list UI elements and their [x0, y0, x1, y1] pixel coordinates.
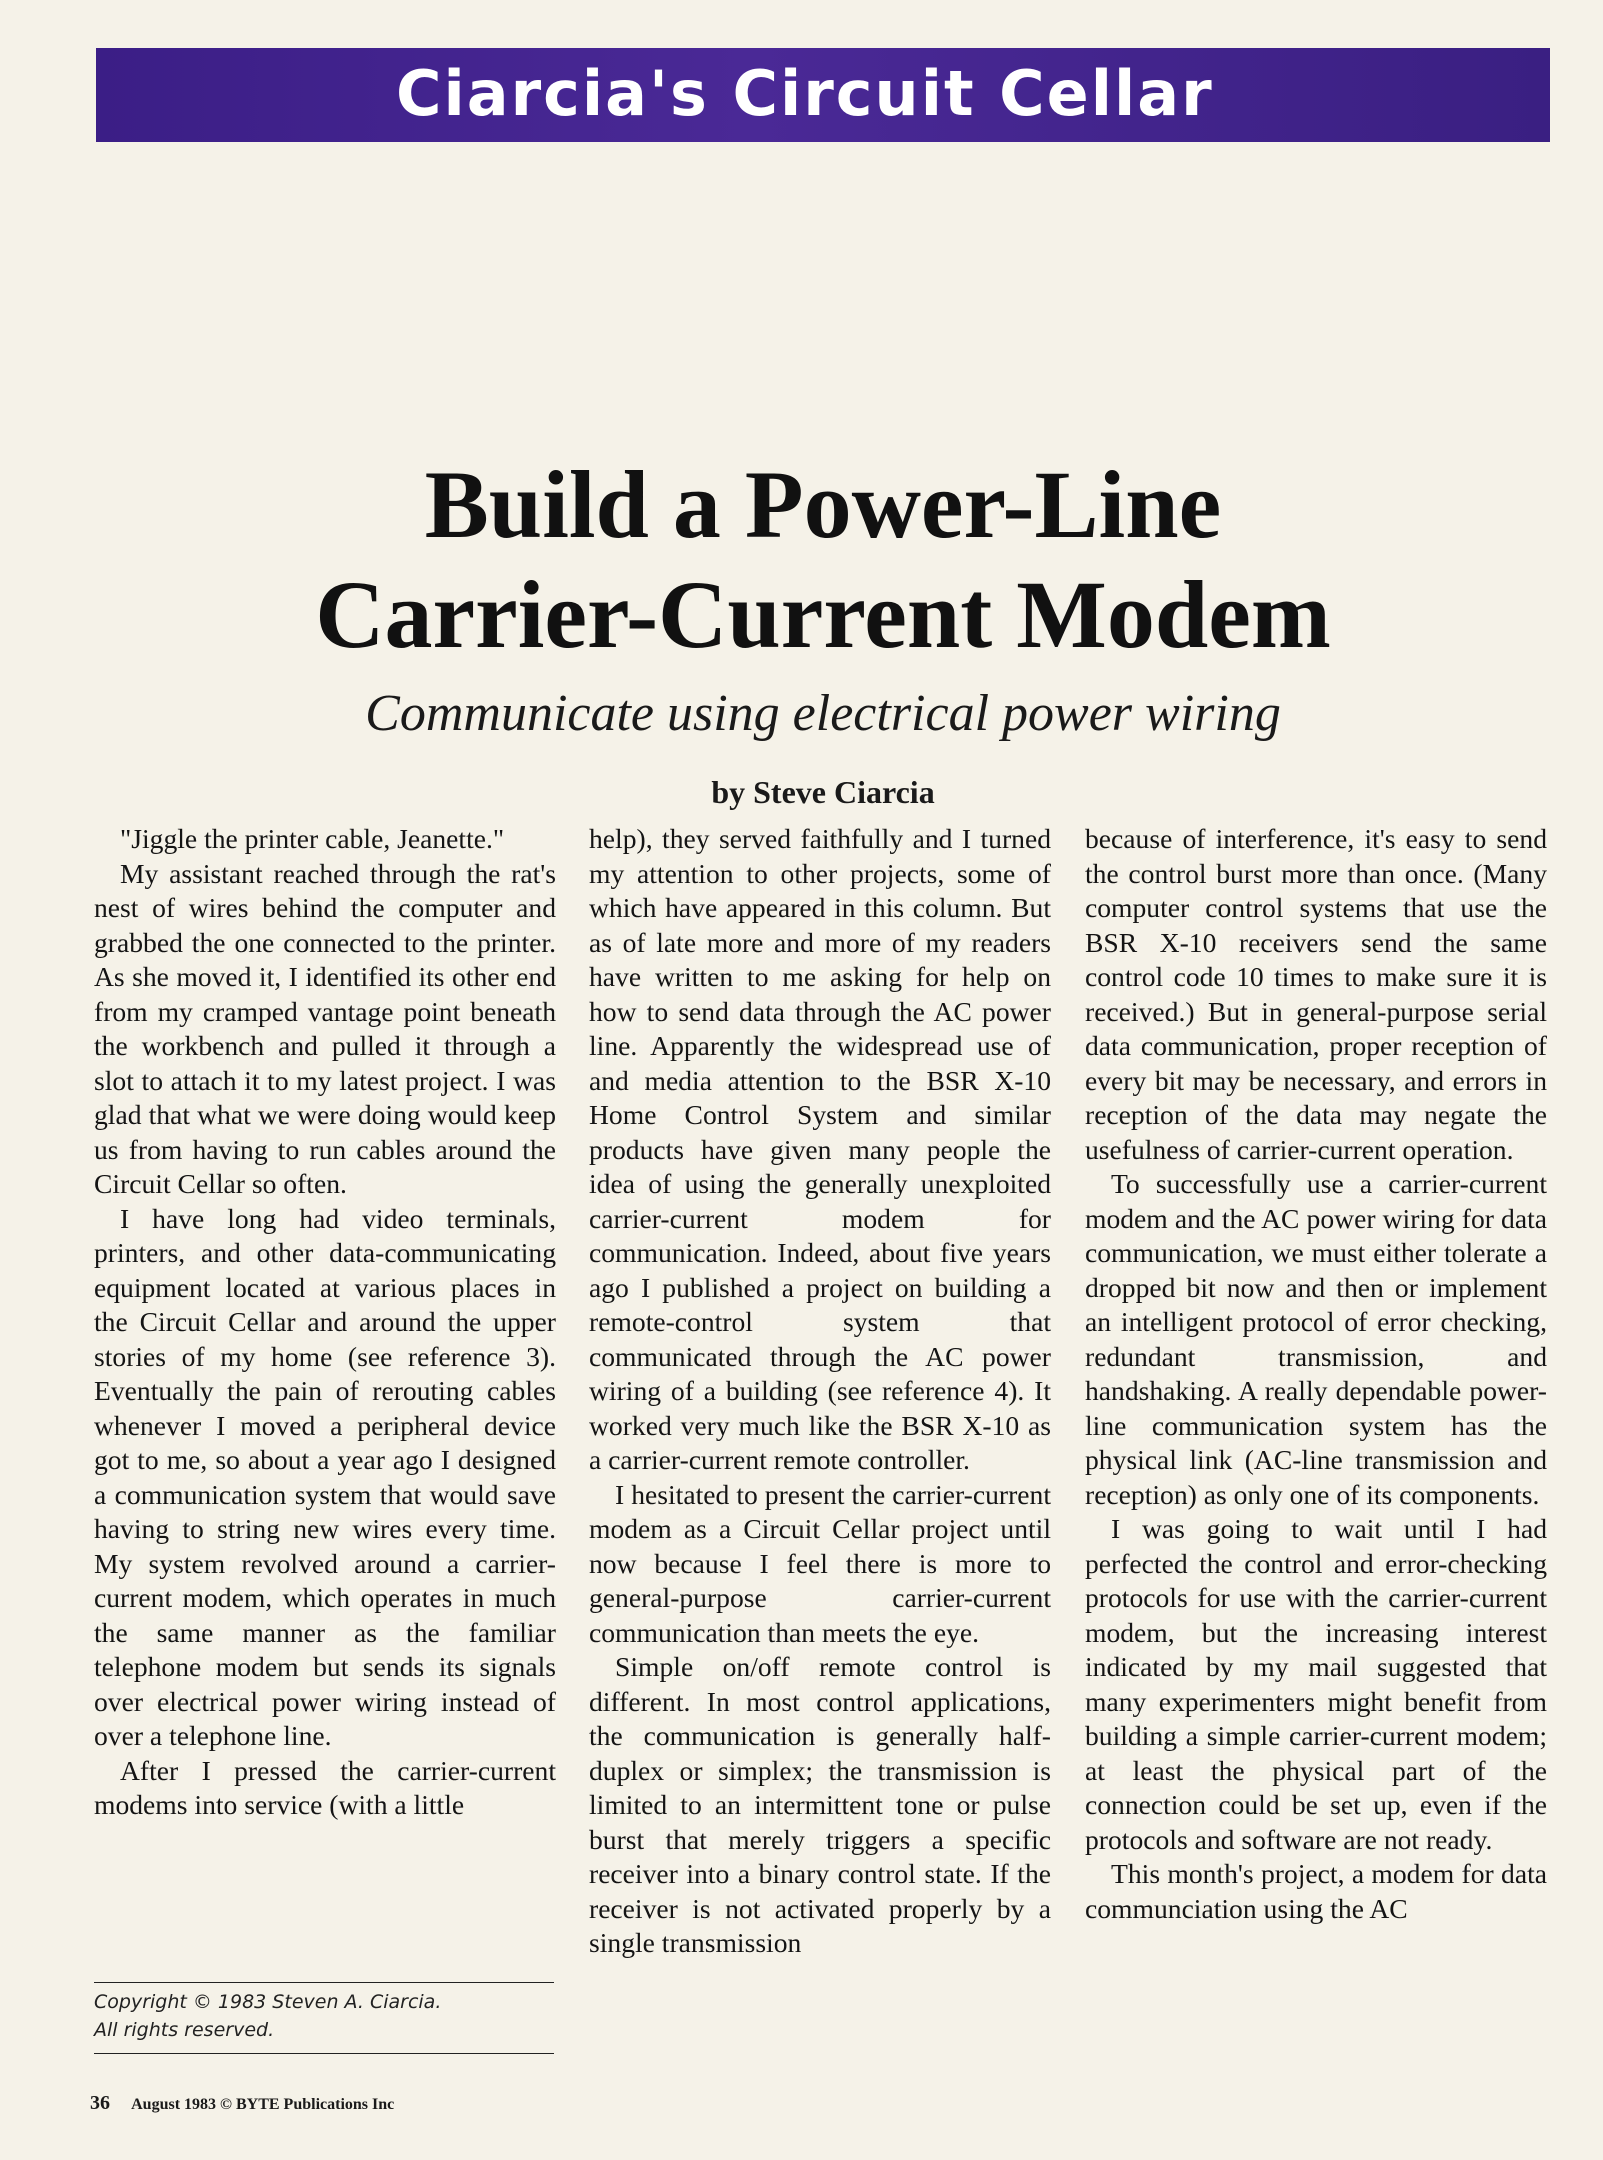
headline-line-1: Build a Power-Line — [424, 451, 1222, 558]
copyright-line-1: Copyright © 1983 Steven A. Ciarcia. — [94, 1991, 442, 2013]
copyright-line-2: All rights reserved. — [94, 2019, 275, 2041]
section-title: Ciarcia's Circuit Cellar — [396, 57, 1214, 130]
paragraph: because of interference, it's easy to send the control burst more than once. (Many computer control systems that use the BSR X-10 receivers send the same control code 10 times to make sure it is received.) But in general-purpose serial data communication, proper reception of every bit may be necessary, and errors in reception of the data may negate the usefulness of carrier-current operation. — [1085, 823, 1547, 1165]
article-subtitle: Communicate using electrical power wiring — [365, 685, 1281, 742]
section-banner — [96, 48, 1550, 142]
article-byline: by Steve Ciarcia — [711, 774, 935, 810]
issue-info: August 1983 © BYTE Publications Inc — [131, 2096, 395, 2113]
headline-line-2: Carrier-Current Modem — [315, 561, 1331, 668]
paragraph: After I pressed the carrier-current modems into service (with a little — [94, 1754, 556, 1820]
paragraph: I was going to wait until I had perfected the control and error-checking protocols for use with the carrier-current modem, but the increasing interest indicated by my mail suggested that many experimenters might benefit from building a simple carrier-current modem; at least the physical part of the connection could be set up, even if the protocols and software are not ready. — [1085, 1513, 1547, 1855]
paragraph: Simple on/off remote control is different. In most control applications, the communication is generally half-duplex or simplex; the transmission is limited to an intermittent tone or pulse burst that merely triggers a specific receiver into a binary control state. If the receiver is not activated properly by a single transmission — [589, 1651, 1051, 1958]
text-column-2 — [589, 822, 1051, 1961]
page-number: 36 — [90, 2092, 110, 2114]
paragraph: I have long had video terminals, printers, and other data-communicating equipment located at various places in the Circuit Cellar and around the upper stories of my home (see reference 3). Eventually the pain of rerouting cables whenever I moved a peripheral device got to me, so about a year ago I designed a communication system that would save having to string new wires every time. My system revolved around a carrier-current modem, which operates in much the same manner as the familiar telephone modem but sends its signals over electrical power wiring instead of over a telephone line. — [94, 1202, 556, 1751]
copyright-notice — [94, 1988, 554, 2044]
copyright-divider-top — [94, 1982, 554, 1983]
text-column-3 — [1085, 822, 1547, 1926]
copyright-divider-bottom — [94, 2053, 554, 2054]
paragraph: To successfully use a carrier-current modem and the AC power wiring for data communication, we must either tolerate a dropped bit now and then or implement an intelligent protocol of error checking, redundant transmission, and handshaking. A really dependable power-line communication system has the physical link (AC-line transmission and reception) as only one of its components. — [1085, 1168, 1547, 1510]
paragraph: help), they served faithfully and I turned my attention to other projects, some of which have appeared in this column. But as of late more and more of my readers have written to me asking for help on how to send data through the AC power line. Apparently the widespread use of and media attention to the BSR X-10 Home Control System and similar products have given many people the idea of using the generally unexploited carrier-current modem for communication. Indeed, about five years ago I published a project on building a remote-control system that communicated through the AC power wiring of a building (see reference 4). It worked very much like the BSR X-10 as a carrier-current remote controller. — [589, 823, 1051, 1475]
paragraph: "Jiggle the printer cable, Jeanette." — [120, 823, 505, 854]
article-headline — [96, 450, 1550, 670]
paragraph: This month's project, a modem for data communciation using the AC — [1085, 1858, 1547, 1924]
paragraph: I hesitated to present the carrier-current modem as a Circuit Cellar project until now because I feel there is more to general-purpose carrier-current communication than meets the eye. — [589, 1478, 1051, 1648]
paragraph: My assistant reached through the rat's nest of wires behind the computer and grabbed the one connected to the printer. As she moved it, I identified its other end from my cramped vantage point beneath the workbench and pulled it through a slot to attach it to my latest project. I was glad that what we were doing would keep us from having to run cables around the Circuit Cellar so often. — [94, 857, 556, 1199]
text-column-1 — [94, 822, 556, 1823]
page-footer — [90, 2092, 790, 2115]
